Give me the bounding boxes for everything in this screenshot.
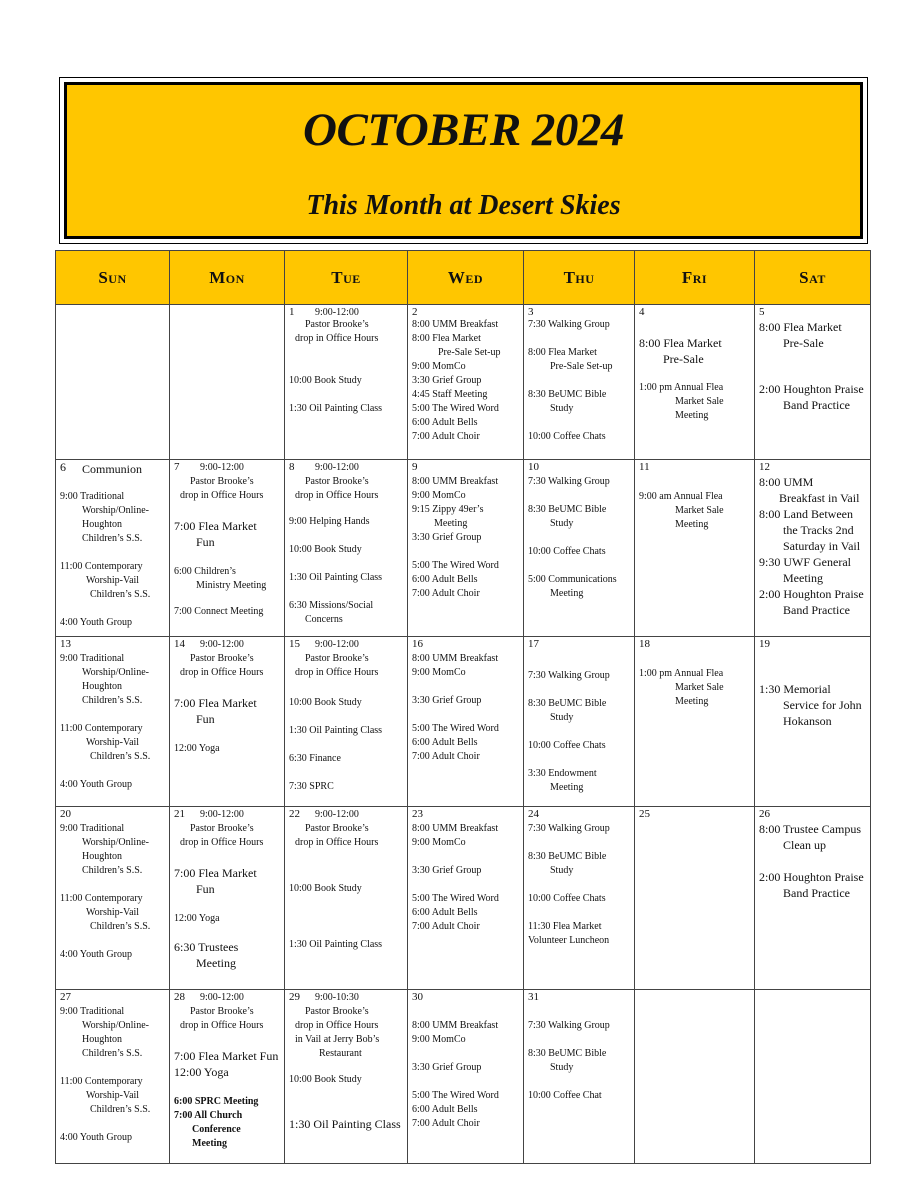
event-line: drop in Office Hours [295,333,379,344]
event-line: Pre-Sale [783,336,824,350]
event-line: Children’s S.S. [82,695,143,706]
event-line: 9:00 Traditional [60,653,125,664]
event-line: Band Practice [783,398,850,412]
event-line: 8:30 BeUMC Bible [528,1048,607,1059]
day-cell-wed [408,990,524,1164]
event-line: Houghton [82,1034,122,1045]
event-line: 1:00 pm Annual Flea [639,668,724,679]
event-line: 10:00 Book Study [289,1074,362,1085]
day-number: 19 [759,638,770,650]
event-line: Market Sale [675,396,724,407]
event-line: 7:00 Flea Market Fun [174,1049,279,1063]
event-line: 6:00 Children’s [174,566,236,577]
weekday-mon: Mon [170,251,285,305]
event-line: 3:30 Grief Group [412,1062,482,1073]
event-line: Study [550,865,574,876]
event-line: 7:00 Adult Choir [412,431,480,442]
event-line: 9:00-12:00 [315,307,359,318]
day-number: 7 [174,461,180,473]
event-line: the Tracks 2nd [783,523,854,537]
event-line: 9:00-12:00 [200,639,244,650]
event-line: Pastor Brooke’s [305,823,369,834]
event-line: drop in Office Hours [180,490,264,501]
event-line: 8:00 Flea Market [639,336,722,350]
event-line: Meeting [196,956,236,970]
event-line: 9:00 MomCo [412,490,466,501]
header-banner [64,82,863,239]
day-cell-fri [635,460,755,637]
event-line: 1:30 Oil Painting Class [289,725,383,736]
event-line: Hokanson [783,714,832,728]
event-line: 10:00 Coffee Chat [528,1090,602,1101]
day-number: 20 [60,808,71,820]
day-cell-mon [170,305,285,460]
day-cell-tue [285,990,408,1164]
event-line: drop in Office Hours [180,1020,264,1031]
day-number: 21 [174,808,185,820]
event-line: 10:00 Coffee Chats [528,431,606,442]
page-subtitle: This Month at Desert Skies [306,190,621,221]
event-line: 8:00 Flea Market [528,347,597,358]
day-number: 9 [412,461,418,473]
event-line: Children’s S.S. [82,533,143,544]
event-line: Houghton [82,681,122,692]
event-line: Market Sale [675,682,724,693]
event-line: 8:30 BeUMC Bible [528,504,607,515]
event-line: 3:30 Grief Group [412,532,482,543]
day-number: 25 [639,808,650,820]
day-cell-thu [524,460,635,637]
event-line: Worship/Online- [82,667,149,678]
event-line: 9:00-10:30 [315,992,359,1003]
event-line: Pastor Brooke’s [305,319,369,330]
event-line: Meeting [550,588,584,599]
event-line: Worship/Online- [82,505,149,516]
day-number: 24 [528,808,539,820]
event-line: Breakfast in Vail [779,491,860,505]
weekday-thu: Thu [524,251,635,305]
event-line: 9:15 Zippy 49er’s [412,504,484,515]
day-cell-fri [635,305,755,460]
event-line: 6:00 SPRC Meeting [174,1096,259,1107]
event-line: 9:00 MomCo [412,837,466,848]
day-cell-mon [170,460,285,637]
event-line: drop in Office Hours [180,667,264,678]
event-line: 2:00 Houghton Praise [759,587,864,601]
day-cell-wed [408,637,524,807]
event-line: 7:00 Adult Choir [412,751,480,762]
event-line: Meeting [192,1138,227,1149]
event-line: 3:30 Endowment [528,768,597,779]
weekday-wed: Wed [408,251,524,305]
event-line: 3:30 Grief Group [412,695,482,706]
event-line: Worship/Online- [82,1020,149,1031]
event-line: Pastor Brooke’s [190,653,254,664]
day-number: 15 [289,638,300,650]
event-line: 8:30 BeUMC Bible [528,389,607,400]
event-line: 5:00 The Wired Word [412,723,499,734]
event-line: 10:00 Coffee Chats [528,893,606,904]
event-line: 8:00 UMM Breakfast [412,653,499,664]
event-line: 9:00 Traditional [60,823,125,834]
event-line: Study [550,1062,574,1073]
event-line: 7:00 Adult Choir [412,921,480,932]
event-line: 7:30 Walking Group [528,1020,610,1031]
event-line: 9:00 Traditional [60,491,125,502]
calendar-grid [55,250,871,1164]
event-line: 6:00 Adult Bells [412,1104,478,1115]
event-line: in Vail at Jerry Bob’s [295,1034,380,1045]
event-line: Worship/Online- [82,837,149,848]
event-line: 8:00 UMM Breakfast [412,476,499,487]
event-line: 4:00 Youth Group [60,1132,132,1143]
event-line: 9:00 Helping Hands [289,516,370,527]
event-line: 8:00 UMM Breakfast [412,1020,499,1031]
day-number: 18 [639,638,650,650]
event-line: 7:00 All Church [174,1110,243,1121]
event-line: 10:00 Book Study [289,375,362,386]
event-line: Restaurant [319,1048,362,1059]
calendar-week-row [56,305,871,460]
day-cell-wed [408,305,524,460]
event-line: 10:00 Book Study [289,544,362,555]
event-line: Worship-Vail [86,575,140,586]
event-line: Band Practice [783,603,850,617]
event-line: Pastor Brooke’s [190,823,254,834]
event-line: Communion [82,462,143,476]
event-line: drop in Office Hours [295,490,379,501]
page-title: OCTOBER 2024 [303,104,624,156]
day-number: 2 [412,306,418,318]
day-cell-mon [170,807,285,990]
event-line: Clean up [783,838,826,852]
event-line: Pastor Brooke’s [305,653,369,664]
event-line: 6:30 Trustees [174,940,239,954]
day-cell-mon [170,990,285,1164]
event-line: 4:00 Youth Group [60,779,132,790]
event-line: Study [550,712,574,723]
event-line: Worship-Vail [86,907,140,918]
event-line: Worship-Vail [86,1090,140,1101]
event-line: 7:00 Flea Market [174,866,257,880]
day-cell-sat [755,637,871,807]
day-number: 6 [60,460,66,474]
weekday-sat: Sat [755,251,871,305]
day-cell-tue [285,807,408,990]
event-line: 10:00 Coffee Chats [528,740,606,751]
event-line: 6:00 Adult Bells [412,417,478,428]
event-line: 5:00 Communications [528,574,617,585]
day-number: 10 [528,461,539,473]
day-number: 14 [174,638,185,650]
event-line: Pre-Sale Set-up [550,361,613,372]
event-line: Fun [196,712,215,726]
day-number: 26 [759,808,770,820]
event-line: drop in Office Hours [295,837,379,848]
day-cell-thu [524,637,635,807]
day-cell-tue [285,637,408,807]
event-line: 5:00 The Wired Word [412,893,499,904]
event-line: 8:00 Land Between [759,507,853,521]
event-line: Pastor Brooke’s [305,1006,369,1017]
event-line: 8:00 UMM Breakfast [412,319,499,330]
event-line: 12:00 Yoga [174,743,220,754]
event-line: Concerns [305,614,343,625]
event-line: Service for John [783,698,862,712]
event-line: 9:00-12:00 [200,462,244,473]
calendar-week-row [56,807,871,990]
event-line: 9:00 MomCo [412,361,466,372]
event-line: Band Practice [783,886,850,900]
day-number: 29 [289,991,300,1003]
event-line: 5:00 The Wired Word [412,403,499,414]
event-line: 8:00 Flea Market [412,333,481,344]
event-line: 10:00 Coffee Chats [528,546,606,557]
event-line: 10:00 Book Study [289,697,362,708]
event-line: Pastor Brooke’s [190,476,254,487]
event-line: Ministry Meeting [196,580,267,591]
event-line: 9:00-12:00 [315,809,359,820]
day-number: 1 [289,306,295,318]
day-number: 13 [60,638,71,650]
day-number: 17 [528,638,539,650]
event-line: Meeting [675,519,709,530]
event-line: Houghton [82,851,122,862]
event-line: 7:00 Flea Market [174,519,257,533]
event-line: 1:30 Oil Painting Class [289,572,383,583]
event-line: 10:00 Book Study [289,883,362,894]
event-line: 8:30 BeUMC Bible [528,698,607,709]
event-line: Study [550,518,574,529]
event-line: 6:00 Adult Bells [412,737,478,748]
event-line: Fun [196,882,215,896]
day-cell-fri [635,807,755,990]
event-line: 3:30 Grief Group [412,375,482,386]
event-line: 1:30 Oil Painting Class [289,1117,401,1131]
day-cell-sun [56,305,170,460]
event-line: Conference [192,1124,241,1135]
event-line: Children’s S.S. [82,865,143,876]
calendar-week-row [56,990,871,1164]
event-line: 8:00 Flea Market [759,320,842,334]
event-line: 6:00 Adult Bells [412,907,478,918]
event-line: 9:00-12:00 [200,809,244,820]
event-line: 8:30 BeUMC Bible [528,851,607,862]
event-line: 7:00 Connect Meeting [174,606,264,617]
event-line: 5:00 The Wired Word [412,560,499,571]
event-line: 1:30 Memorial [759,682,831,696]
event-line: 9:00 Traditional [60,1006,125,1017]
day-cell-sat [755,807,871,990]
event-line: 7:30 Walking Group [528,670,610,681]
event-line: 8:00 UMM [759,475,814,489]
event-line: Study [550,403,574,414]
event-line: Meeting [675,696,709,707]
event-line: 9:00-12:00 [315,639,359,650]
event-line: 7:30 Walking Group [528,319,610,330]
calendar-week-row [56,637,871,807]
event-line: Meeting [783,571,823,585]
day-cell-sun [56,807,170,990]
event-line: 6:30 Missions/Social [289,600,374,611]
event-line: Meeting [675,410,709,421]
day-number: 27 [60,991,71,1003]
event-line: 4:45 Staff Meeting [412,389,488,400]
day-number: 5 [759,306,765,318]
event-line: 9:00-12:00 [200,992,244,1003]
event-line: 11:00 Contemporary [60,723,143,734]
day-cell-thu [524,807,635,990]
event-line: 1:30 Oil Painting Class [289,403,383,414]
event-line: 8:00 UMM Breakfast [412,823,499,834]
event-line: 9:30 UWF General [759,555,851,569]
event-line: 12:00 Yoga [174,913,220,924]
event-line: Pastor Brooke’s [305,476,369,487]
day-cell-wed [408,807,524,990]
day-number: 3 [528,306,534,318]
event-line: 7:00 Flea Market [174,696,257,710]
event-line: Fun [196,535,215,549]
event-line: 7:30 SPRC [289,781,334,792]
day-cell-fri [635,637,755,807]
event-line: 9:00 MomCo [412,667,466,678]
event-line: 11:00 Contemporary [60,561,143,572]
event-line: drop in Office Hours [295,667,379,678]
weekday-fri: Fri [635,251,755,305]
event-line: 7:00 Adult Choir [412,588,480,599]
day-number: 28 [174,991,185,1003]
day-cell-sat [755,460,871,637]
weekday-header-row [56,251,871,305]
event-line: 2:00 Houghton Praise [759,870,864,884]
day-number: 23 [412,808,423,820]
event-line: Houghton [82,519,122,530]
day-cell-sun [56,460,170,637]
day-cell-sun [56,990,170,1164]
event-line: Children’s S.S. [90,589,151,600]
event-line: 9:00 MomCo [412,1034,466,1045]
day-number: 22 [289,808,300,820]
day-cell-fri [635,990,755,1164]
day-cell-mon [170,637,285,807]
event-line: Meeting [434,518,468,529]
event-line: Pre-Sale [663,352,704,366]
event-line: 9:00 am Annual Flea [639,491,723,502]
event-line: drop in Office Hours [295,1020,379,1031]
day-number: 8 [289,461,295,473]
event-line: Market Sale [675,505,724,516]
event-line: 4:00 Youth Group [60,949,132,960]
event-line: 5:00 The Wired Word [412,1090,499,1101]
event-line: 3:30 Grief Group [412,865,482,876]
day-number: 30 [412,991,423,1003]
event-line: 1:30 Oil Painting Class [289,939,383,950]
day-number: 4 [639,306,645,318]
event-line: 11:00 Contemporary [60,893,143,904]
day-cell-sat [755,305,871,460]
day-cell-wed [408,460,524,637]
event-line: 12:00 Yoga [174,1065,229,1079]
event-line: 11:30 Flea Market [528,921,602,932]
event-line: 2:00 Houghton Praise [759,382,864,396]
day-cell-thu [524,305,635,460]
event-line: 7:00 Adult Choir [412,1118,480,1129]
day-cell-sat [755,990,871,1164]
event-line: Pastor Brooke’s [190,1006,254,1017]
event-line: 8:00 Trustee Campus [759,822,862,836]
event-line: drop in Office Hours [180,837,264,848]
day-number: 31 [528,991,539,1003]
day-cell-tue [285,305,408,460]
day-cell-tue [285,460,408,637]
event-line: Meeting [550,782,584,793]
event-line: 11:00 Contemporary [60,1076,143,1087]
event-line: 6:30 Finance [289,753,341,764]
event-line: Worship-Vail [86,737,140,748]
day-cell-thu [524,990,635,1164]
event-line: Children’s S.S. [82,1048,143,1059]
day-number: 11 [639,461,650,473]
event-line: Children’s S.S. [90,751,151,762]
calendar-week-row [56,460,871,637]
event-line: 9:00-12:00 [315,462,359,473]
event-line: 7:30 Walking Group [528,823,610,834]
event-line: Children’s S.S. [90,1104,151,1115]
event-line: Children’s S.S. [90,921,151,932]
day-number: 16 [412,638,423,650]
event-line: 1:00 pm Annual Flea [639,382,724,393]
event-line: Saturday in Vail [783,539,861,553]
weekday-sun: Sun [56,251,170,305]
event-line: Volunteer Luncheon [528,935,610,946]
event-line: 6:00 Adult Bells [412,574,478,585]
day-number: 12 [759,461,770,473]
event-line: 7:30 Walking Group [528,476,610,487]
event-line: 4:00 Youth Group [60,617,132,628]
weekday-tue: Tue [285,251,408,305]
day-cell-sun [56,637,170,807]
event-line: Pre-Sale Set-up [438,347,501,358]
